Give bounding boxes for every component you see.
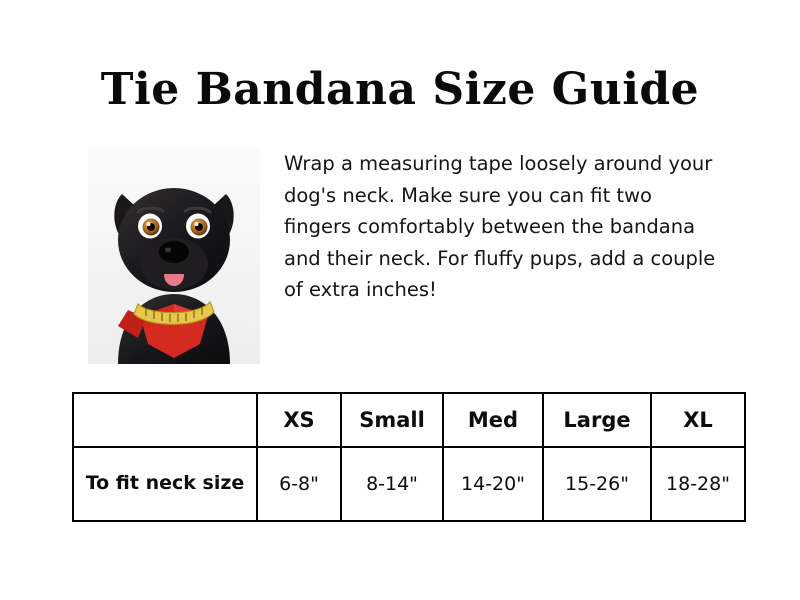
- table-corner-cell: [73, 393, 257, 447]
- table-header-large: Large: [543, 393, 651, 447]
- intro-section: [88, 148, 720, 364]
- cell-large-value: 15-26": [543, 447, 651, 521]
- size-table-body: [73, 447, 745, 521]
- table-header-row: [73, 393, 745, 447]
- table-header-xl: XL: [651, 393, 745, 447]
- page-title: Tie Bandana Size Guide: [100, 64, 700, 115]
- table-header-med: Med: [443, 393, 543, 447]
- table-header-small: Small: [341, 393, 443, 447]
- cell-small-value: 8-14": [341, 447, 443, 521]
- dog-photo: [88, 148, 260, 364]
- cell-med-value: 14-20": [443, 447, 543, 521]
- row-label-neck-size: To fit neck size: [73, 447, 257, 521]
- intro-paragraph: Wrap a measuring tape loosely around your dog's neck. Make sure you can fit two fingers comfortably between the bandana and their neck. For fluffy pups, add a couple of extra inches!: [284, 152, 716, 302]
- size-table-head: [73, 393, 745, 447]
- table-header-xs: XS: [257, 393, 341, 447]
- cell-xs-value: 6-8": [257, 447, 341, 521]
- table-row: [73, 447, 745, 521]
- cell-xl-value: 18-28": [651, 447, 745, 521]
- dog-illustration-icon: [88, 148, 260, 364]
- size-table: [72, 392, 746, 522]
